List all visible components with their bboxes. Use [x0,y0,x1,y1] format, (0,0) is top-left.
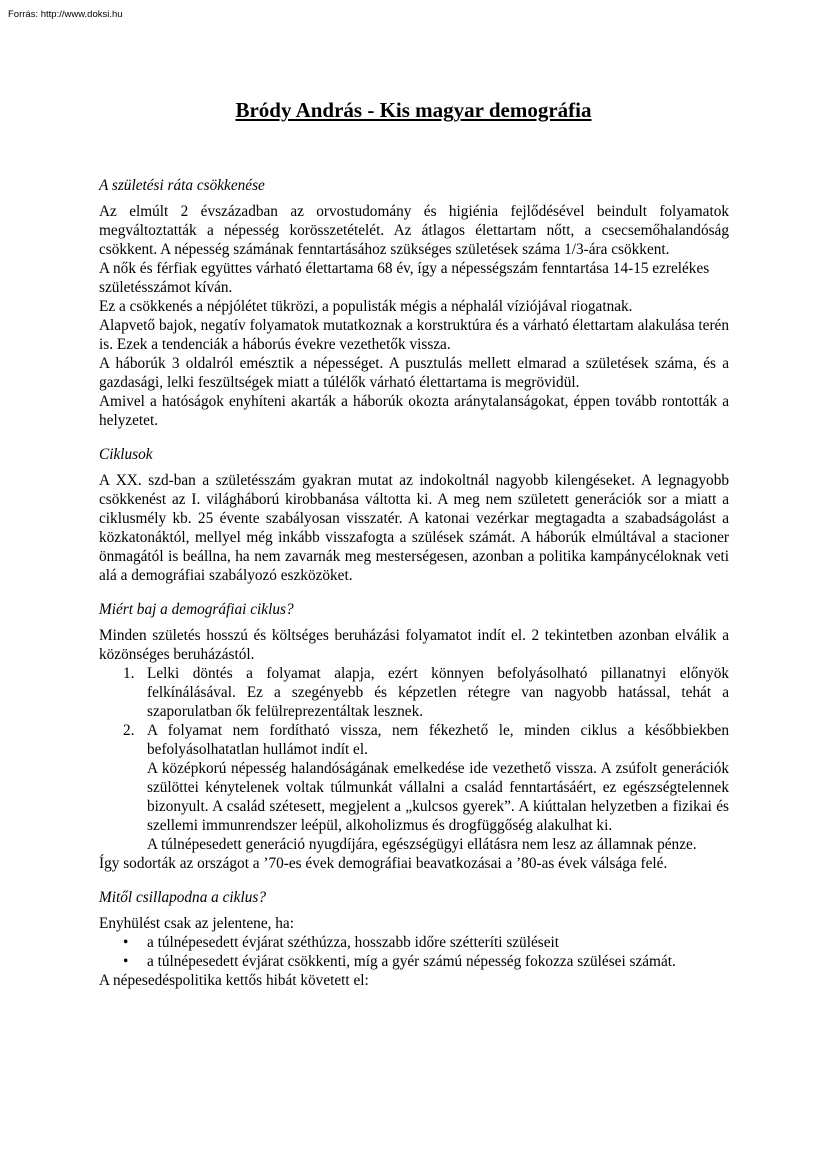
paragraph: A nők és férfiak együttes várható élettartama 68 év, így a népességszám fenntartása 14-15 ezrelékes születésszámot kíván. [99,260,710,296]
section-damping [99,888,729,990]
list-item [99,721,729,854]
list-item-text: A folyamat nem fordítható vissza, nem fékezhető le, minden ciklus a későbbiekben befolyásolhatatlan hullámot indít el. [147,722,729,758]
list-item-paragraph: A középkorú népesség halandóságának emelkedése ide vezethető vissza. A zsúfolt generációk szülöttei kénytelenek voltak túlmunkát vállalni a család fenntartásáért, ez egészségtelennek bizonyult. A család szétesett, megjelent a „kulcsos gyerek”. A kiúttalan helyzetben a fizikai és szellemi immunrendszer leépül, alkoholizmus és drogfüggőség alakulhat ki. [147,760,729,834]
numbered-list [99,664,729,854]
paragraph: Így sodorták az országot a ’70-es évek demográfiai beavatkozásai a ’80-as évek válsága felé. [99,855,668,872]
list-item-text: a túlnépesedett évjárat csökkenti, míg a gyér számú népesség fokozza szülései számát. [147,953,676,970]
paragraph: Ez a csökkenés a népjólétet tükrözi, a populisták mégis a néphalál víziójával riogatnak. [99,298,633,315]
list-number: 1. [123,665,135,682]
section-why-problem [99,600,729,873]
paragraph: Minden születés hosszú és költséges beruházási folyamatot indít el. 2 tekintetben azonban elválik a közönséges beruházástól. [99,627,729,663]
section-birth-rate [99,176,729,430]
section-heading: Ciklusok [99,446,153,463]
list-item [99,952,729,971]
list-number: 2. [123,722,135,739]
list-item-text: Lelki döntés a folyamat alapja, ezért könnyen befolyásolható pillanatnyi előnyök felkínálásával. Ez a szegényebb és képzetlen rétegre van nagyobb hatással, tehát a szaporulatban ők felülreprezentáltak lesznek. [147,665,729,720]
paragraph: Amivel a hatóságok enyhíteni akarták a háborúk okozta aránytalanságokat, éppen tovább rontották a helyzetet. [99,393,729,429]
bullet-icon: • [123,953,129,970]
paragraph: Enyhülést csak az jelentene, ha: [99,915,294,932]
paragraph: A XX. szd-ban a születésszám gyakran mutat az indokoltnál nagyobb kilengéseket. A legnagyobb csökkenést az I. világháború kirobbanása váltotta ki. A meg nem született generációk sor a miatt a ciklusmély kb. 25 évente szabályosan visszatér. A katonai vezérkar megtagadta a szabadságolást a közkatonáktól, mellyel még inkább visszafogta a szülések számát. A háborúk elmúltával a stacioner önmagától is beállna, ha nem zavarnák meg mesterségesen, azonban a politika kampánycéloknak veti alá a demográfiai szabályozó eszközöket. [99,472,729,584]
list-item-paragraph: A túlnépesedett generáció nyugdíjára, egészségügyi ellátásra nem lesz az államnak pénze. [147,836,697,853]
paragraph: A háborúk 3 oldalról emésztik a népességet. A pusztulás mellett elmarad a születések száma, és a gazdasági, lelki feszültségek miatt a túlélők várható élettartama is megrövidül. [99,355,729,391]
section-heading: Miért baj a demográfiai ciklus? [99,601,294,618]
section-cycles [99,445,729,585]
list-item [99,933,729,952]
bullet-icon: • [123,934,129,951]
document-body [99,176,729,990]
source-url: Forrás: http://www.doksi.hu [8,9,123,20]
document-title: Bródy András - Kis magyar demográfia [235,98,592,122]
paragraph: A népesedéspolitika kettős hibát követett el: [99,972,369,989]
paragraph: Az elmúlt 2 évszázadban az orvostudomány és higiénia fejlődésével beindult folyamatok megváltoztatták a népesség korösszetételét. Az átlagos élettartam nőtt, a csecsemőhalandóság csökkent. A népesség számának fenntartásához szükséges születések száma 1/3-ára csökkent. [99,203,729,258]
section-heading: Mitől csillapodna a ciklus? [99,889,266,906]
list-item [99,664,729,721]
paragraph: Alapvető bajok, negatív folyamatok mutatkoznak a korstruktúra és a várható élettartam alakulása terén is. Ezek a tendenciák a háborús évekre vezethetők vissza. [99,317,729,353]
list-item-text: a túlnépesedett évjárat széthúzza, hosszabb időre szétteríti szüléseit [147,934,559,951]
section-heading: A születési ráta csökkenése [99,177,265,194]
bullet-list [99,933,729,971]
